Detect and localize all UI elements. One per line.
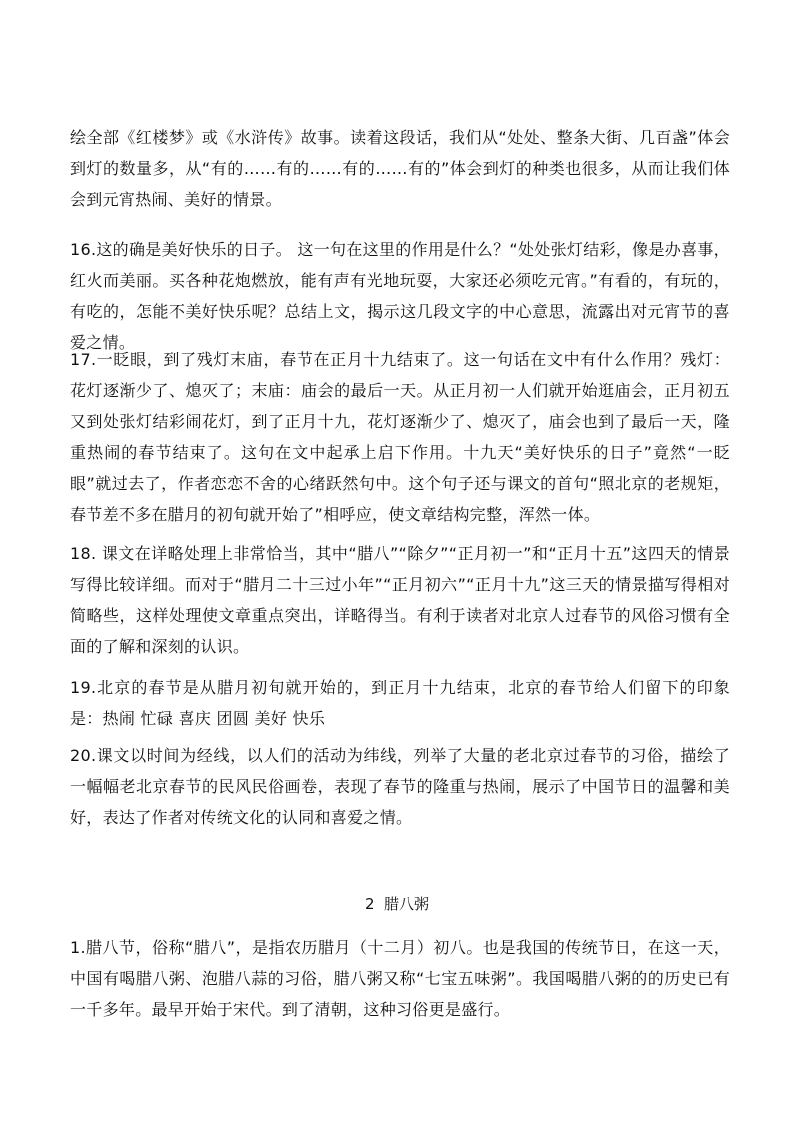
paragraph-continued: 绘全部《红楼梦》或《水浒传》故事。读着这段话，我们从“处处、整条大街、几百盏”体会到灯的数量多，从“有的……有的……有的……有的”体会到灯的种类也很多，从而让我们体会到元宵热闹、美好的情景。 (70, 128, 730, 209)
paragraph-19: 19.北京的春节是从腊月初旬就开始的，到正月十九结束，北京的春节给人们留下的印象是：热闹 忙碌 喜庆 团圆 美好 快乐 (70, 678, 730, 728)
section-title: 腊八粥 (384, 895, 430, 913)
section-number: 2 (364, 895, 375, 913)
paragraph-20: 20.课文以时间为经线，以人们的活动为纬线，列举了大量的老北京过春节的习俗，描绘了一幅幅老北京春节的民风民俗画卷，表现了春节的隆重与热闹，展示了中国节日的温馨和美好，表达了作者对传统文化的认同和喜爱之情。 (70, 746, 730, 827)
paragraph-16: 16.这的确是美好快乐的日子。 这一句在这里的作用是什么？“处处张灯结彩，像是办喜事，红火而美丽。买各种花炮燃放，能有声有光地玩耍，大家还必须吃元宵。”有看的，有玩的，有吃的，怎能不美好快乐呢？总结上文，揭示这几段文字的中心意思，流露出对元宵节的喜爱之情。 (70, 240, 730, 352)
paragraph-18: 18. 课文在详略处理上非常恰当，其中“腊八”“除夕”“正月初一”和“正月十五”这四天的情景写得比较详细。而对于“腊月二十三过小年”“正月初六”“正月十九”这三天的情景描写得相对简略些，这样处理使文章重点突出，详略得当。有利于读者对北京人过春节的风俗习惯有全面的了解和深刻的认识。 (70, 544, 730, 656)
section-paragraph-1: 1.腊八节，俗称“腊八”，是指农历腊月（十二月）初八。也是我国的传统节日，在这一天，中国有喝腊八粥、泡腊八蒜的习俗，腊八粥又称“七宝五味粥”。我国喝腊八粥的的历史已有一千多年。最早开始于宋代。到了清朝，这种习俗更是盛行。 (70, 938, 730, 1019)
paragraph-17: 17.一眨眼，到了残灯末庙，春节在正月十九结束了。这一句话在文中有什么作用？残灯：花灯逐渐少了、熄灭了；末庙：庙会的最后一天。从正月初一人们就开始逛庙会，正月初五又到处张灯结彩闹花灯，到了正月十九，花灯逐渐少了、熄灭了，庙会也到了最后一天，隆重热闹的春节结束了。这句在文中起承上启下作用。十九天“美好快乐的日子”竟然“一眨眼”就过去了，作者恋恋不舍的心绪跃然句中。这个句子还与课文的首句“照北京的老规矩，春节差不多在腊月的初旬就开始了”相呼应，使文章结构完整，浑然一体。 (70, 350, 730, 524)
section-heading (0, 893, 794, 915)
